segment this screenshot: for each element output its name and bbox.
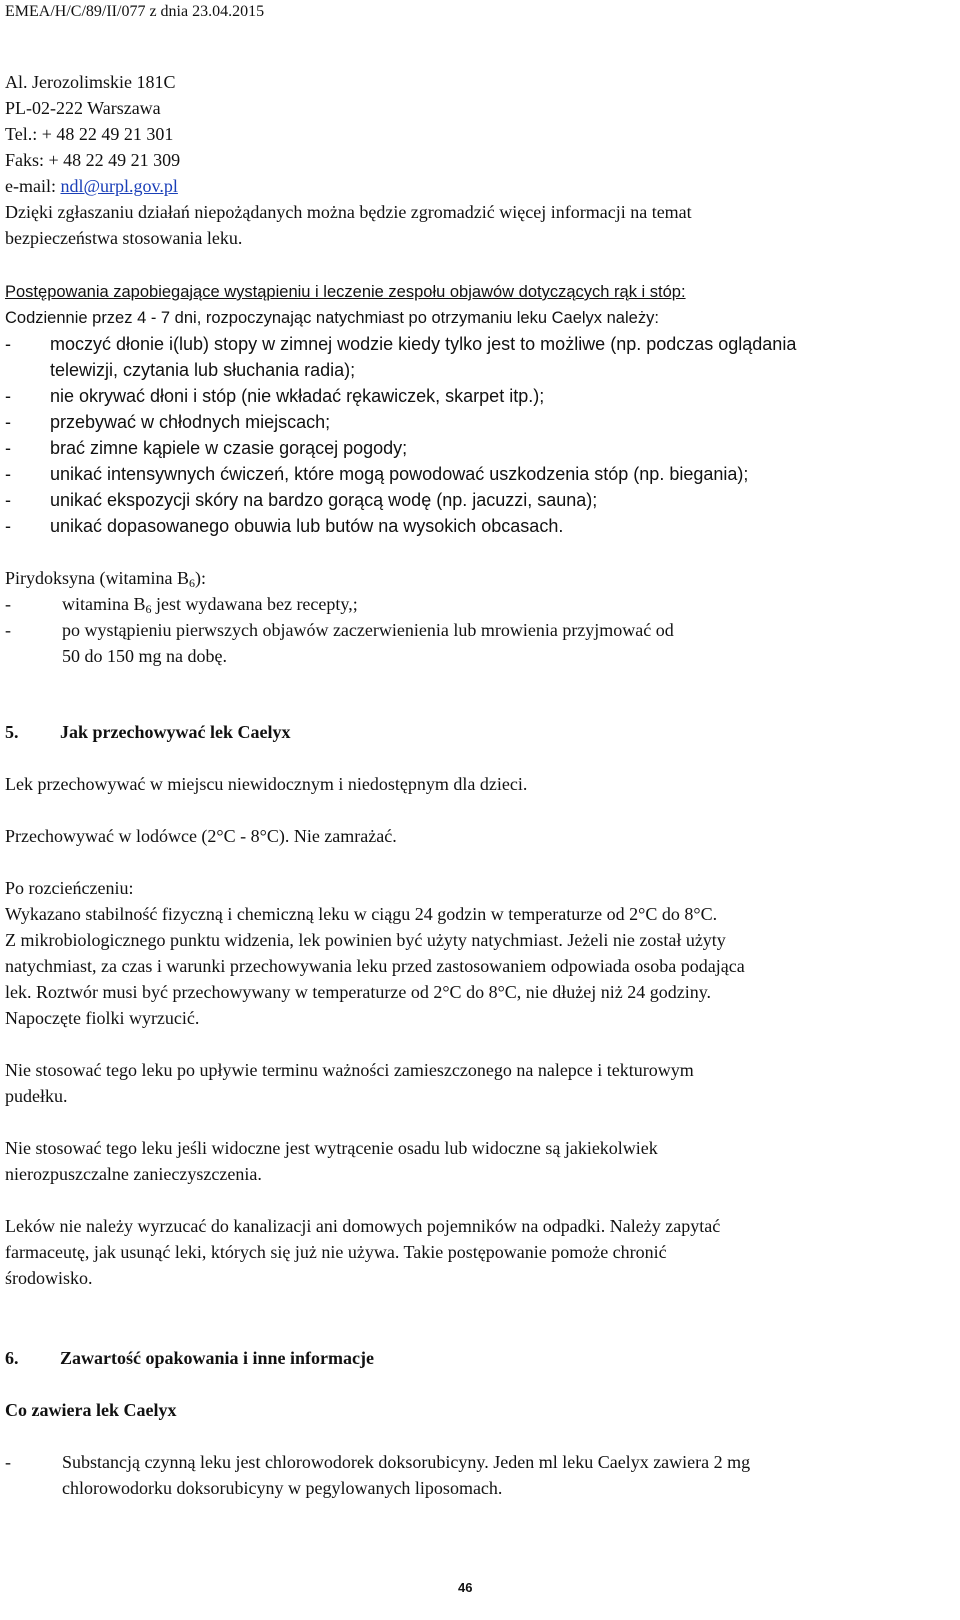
pyridoxine-item-2: po wystąpieniu pierwszych objawów zaczerwienienia lub mrowienia przyjmować od <box>62 620 674 640</box>
email-label: e-mail: <box>5 176 61 196</box>
list-item-continuation: telewizji, czytania lub słuchania radia); <box>50 360 356 380</box>
list-dash: - <box>5 516 11 536</box>
list-item: przebywać w chłodnych miejscach; <box>50 412 331 432</box>
address-fax: Faks: + 48 22 49 21 309 <box>5 150 181 170</box>
document-reference: EMEA/H/C/89/II/077 z dnia 23.04.2015 <box>5 3 265 20</box>
page-number: 46 <box>458 1580 473 1595</box>
list-dash: - <box>5 620 11 640</box>
dilution-line: Napoczęte fiolki wyrzucić. <box>5 1008 200 1028</box>
dilution-heading: Po rozcieńczeniu: <box>5 878 134 898</box>
reporting-note-line-1: Dzięki zgłaszaniu działań niepożądanych można będzie zgromadzić więcej informacji na temat <box>5 202 692 222</box>
pyridoxine-item-2-continuation: 50 do 150 mg na dobę. <box>62 646 227 666</box>
disposal-paragraph-line: Leków nie należy wyrzucać do kanalizacji ani domowych pojemników na odpadki. Należy zapytać <box>5 1216 721 1236</box>
list-dash: - <box>5 464 11 484</box>
address-city: PL-02-222 Warszawa <box>5 98 161 118</box>
pyridoxine-heading: Pirydoksyna (witamina $B_6$): <box>5 568 206 590</box>
disposal-paragraph-line: środowisko. <box>5 1268 93 1288</box>
precipitate-paragraph-line: nierozpuszczalne zanieczyszczenia. <box>5 1164 262 1184</box>
list-dash: - <box>5 386 11 406</box>
section-6-number: 6. <box>5 1348 19 1368</box>
expiry-paragraph-line: Nie stosować tego leku po upływie terminu ważności zamieszczonego na nalepce i tekturowym <box>5 1060 694 1080</box>
list-item: brać zimne kąpiele w czasie gorącej pogody; <box>50 438 408 458</box>
dilution-line: Z mikrobiologicznego punktu widzenia, lek powinien być użyty natychmiast. Jeżeli nie został użyty <box>5 930 726 950</box>
list-dash: - <box>5 594 11 614</box>
storage-paragraph-1: Lek przechowywać w miejscu niewidocznym i niedostępnym dla dzieci. <box>5 774 528 794</box>
active-substance-line-continuation: chlorowodorku doksorubicyny w pegylowanych liposomach. <box>62 1478 503 1498</box>
composition-subheading: Co zawiera lek Caelyx <box>5 1400 177 1420</box>
pyridoxine-item-1: witamina $B_6$ jest wydawana bez recepty,; <box>62 594 358 616</box>
list-item: unikać ekspozycji skóry na bardzo gorącą wodę (np. jacuzzi, sauna); <box>50 490 598 510</box>
dilution-line: lek. Roztwór musi być przechowywany w temperaturze od 2°C do 8°C, nie dłużej niż 24 godziny. <box>5 982 712 1002</box>
list-item: unikać intensywnych ćwiczeń, które mogą powodować uszkodzenia stóp (np. biegania); <box>50 464 749 484</box>
list-item: nie okrywać dłoni i stóp (nie wkładać rękawiczek, skarpet itp.); <box>50 386 545 406</box>
address-street: Al. Jerozolimskie 181C <box>5 72 176 92</box>
dilution-line: natychmiast, za czas i warunki przechowywania leku przed zastosowaniem odpowiada osoba podająca <box>5 956 745 976</box>
list-dash: - <box>5 412 11 432</box>
precipitate-paragraph-line: Nie stosować tego leku jeśli widoczne jest wytrącenie osadu lub widoczne są jakiekolwiek <box>5 1138 658 1158</box>
prevention-intro: Codziennie przez 4 - 7 dni, rozpoczynając natychmiast po otrzymaniu leku Caelyx należy: <box>5 309 659 327</box>
section-5-number: 5. <box>5 722 19 742</box>
expiry-paragraph-line: pudełku. <box>5 1086 68 1106</box>
section-6-title: Zawartość opakowania i inne informacje <box>60 1348 374 1368</box>
reporting-note-line-2: bezpieczeństwa stosowania leku. <box>5 228 243 248</box>
address-tel: Tel.: + 48 22 49 21 301 <box>5 124 174 144</box>
list-dash: - <box>5 438 11 458</box>
list-item: unikać dopasowanego obuwia lub butów na wysokich obcasach. <box>50 516 564 536</box>
list-dash: - <box>5 490 11 510</box>
list-dash: - <box>5 334 11 354</box>
active-substance-line: Substancją czynną leku jest chlorowodorek doksorubicyny. Jeden ml leku Caelyx zawiera 2 mg <box>62 1452 751 1472</box>
prevention-heading: Postępowania zapobiegające wystąpieniu i leczenie zespołu objawów dotyczących rąk i stóp: <box>5 283 686 301</box>
list-item: moczyć dłonie i(lub) stopy w zimnej wodzie kiedy tylko jest to możliwe (np. podczas oglądania <box>50 334 797 354</box>
list-dash: - <box>5 1452 11 1472</box>
dilution-line: Wykazano stabilność fizyczną i chemiczną leku w ciągu 24 godzin w temperaturze od 2°C do 8°C. <box>5 904 718 924</box>
email-link[interactable]: ndl@urpl.gov.pl <box>60 176 178 196</box>
storage-paragraph-2: Przechowywać w lodówce (2°C - 8°C). Nie zamrażać. <box>5 826 397 846</box>
address-email-line <box>5 174 178 198</box>
section-5-title: Jak przechowywać lek Caelyx <box>60 722 291 742</box>
disposal-paragraph-line: farmaceutę, jak usunąć leki, których się już nie używa. Takie postępowanie pomoże chronić <box>5 1242 667 1262</box>
